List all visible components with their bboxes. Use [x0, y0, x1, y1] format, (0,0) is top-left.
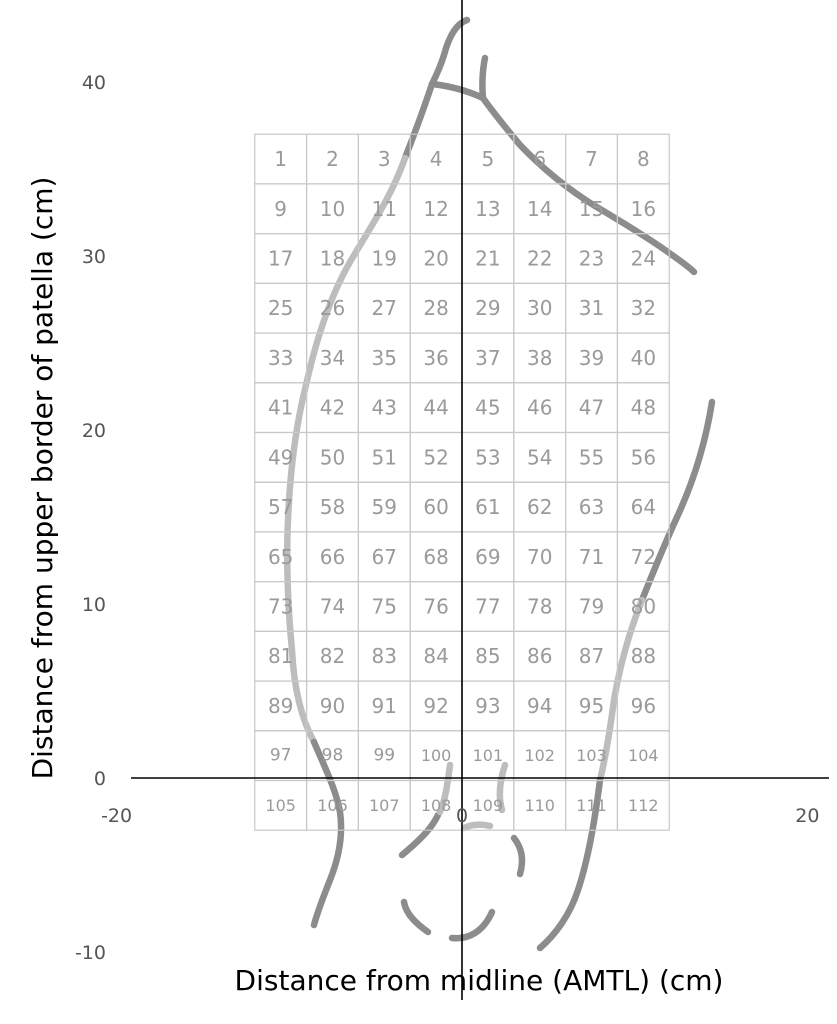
grid-cell-number: 56	[630, 445, 657, 470]
grid-cell-number: 9	[274, 196, 288, 221]
y-tick-label: 40	[81, 72, 106, 94]
grid-cell-number: 27	[371, 296, 398, 321]
patella-outline-right	[514, 838, 522, 874]
grid-cell-number: 112	[628, 795, 659, 815]
grid-cell-number: 84	[423, 644, 449, 669]
grid-cell-number: 83	[371, 644, 398, 669]
grid-cell-number: 36	[423, 345, 449, 370]
grid-cell-number: 105	[265, 795, 296, 815]
grid-cell-number: 77	[475, 594, 501, 619]
grid-cell-number: 41	[267, 395, 294, 420]
grid-cell-number: 6	[533, 147, 547, 172]
grid-cell-number: 76	[423, 594, 449, 619]
grid-cell-number: 102	[524, 746, 555, 766]
grid-cell-number: 26	[319, 296, 346, 321]
x-axis-title: Distance from midline (AMTL) (cm)	[234, 964, 724, 997]
grid-cell-number: 110	[524, 795, 555, 815]
patella-outline-bottom	[452, 912, 492, 938]
grid-cell-number: 46	[526, 395, 553, 420]
grid-cell-number: 43	[371, 395, 398, 420]
grid-cell-number: 40	[630, 345, 657, 370]
thigh-lateral-upper-outline	[405, 84, 432, 158]
grid-cell-number: 60	[423, 495, 449, 520]
grid-cell-number: 49	[267, 445, 294, 470]
grid-cell-number: 75	[371, 594, 398, 619]
grid-cell-number: 88	[630, 644, 657, 669]
y-tick-label: 20	[81, 420, 106, 442]
grid-cell-number: 74	[319, 594, 346, 619]
grid-cell-number: 19	[371, 246, 398, 271]
grid-cell-number: 90	[319, 693, 346, 718]
grid-cell-number: 13	[475, 196, 501, 221]
grid-cell-number: 99	[373, 745, 396, 766]
x-tick-label: 0	[455, 805, 469, 827]
patella-outline-left	[402, 815, 438, 855]
grid-cell-number: 92	[423, 693, 449, 718]
y-tick-label: -10	[74, 942, 106, 964]
grid-cell-number: 106	[317, 795, 348, 815]
grid-cell-number: 47	[578, 395, 605, 420]
grid-cell-number: 37	[475, 345, 501, 370]
grid-cell-number: 66	[319, 544, 346, 569]
grid-cell-number: 71	[578, 544, 605, 569]
grid-cell-number: 87	[578, 644, 605, 669]
grid-cell-number: 22	[526, 246, 553, 271]
grid-cell-number: 23	[578, 246, 605, 271]
grid-cell-number: 17	[267, 246, 294, 271]
grid-cell-number: 50	[319, 445, 346, 470]
grid-cell-number: 68	[423, 544, 449, 569]
grid-cell-number: 33	[267, 345, 294, 370]
grid-cell-number: 42	[319, 395, 346, 420]
grid-cell-number: 94	[526, 693, 553, 718]
grid-cell-number: 38	[526, 345, 553, 370]
grid-cell-number: 95	[578, 693, 605, 718]
grid-cell-number: 1	[274, 147, 288, 172]
grid-cell-number: 16	[630, 196, 657, 221]
grid-cell-number: 79	[578, 594, 605, 619]
grid-cell-number: 67	[371, 544, 398, 569]
grid-cell-number: 10	[319, 196, 346, 221]
grid-cell-number: 72	[630, 544, 657, 569]
grid-cell-number: 69	[475, 544, 501, 569]
grid-cell-number: 63	[578, 495, 605, 520]
grid-cell-number: 31	[578, 296, 605, 321]
grid-cell-number: 96	[630, 693, 657, 718]
grid-cell-number: 21	[475, 246, 501, 271]
grid-cell-number: 32	[630, 296, 657, 321]
grid-cell-number: 89	[267, 693, 294, 718]
y-tick-label: 30	[81, 246, 106, 268]
x-tick-label: 20	[795, 805, 820, 827]
grid-cell-number: 93	[475, 693, 501, 718]
grid-cell-number: 3	[377, 147, 391, 172]
grid-cell-number: 53	[475, 445, 501, 470]
grid-cell-number: 51	[371, 445, 398, 470]
grid-cell-number: 104	[628, 746, 659, 766]
grid-cell-number: 91	[371, 693, 398, 718]
grid-cell-number: 80	[630, 594, 657, 619]
grid-cell-number: 58	[319, 495, 346, 520]
knee-medial-outline	[314, 742, 341, 925]
grid-cell-number: 30	[526, 296, 553, 321]
grid-cell-number: 65	[267, 544, 294, 569]
grid-cell-number: 108	[420, 795, 452, 815]
grid-cell-number: 25	[267, 296, 294, 321]
grid-cell-number: 81	[267, 644, 294, 669]
grid-cell-number: 73	[267, 594, 294, 619]
grid-cell-number: 11	[371, 196, 398, 221]
grid-cell-number: 85	[475, 644, 501, 669]
grid-cell-number: 44	[423, 395, 449, 420]
grid-cell-number: 109	[472, 795, 504, 815]
grid-cell-number: 97	[269, 745, 292, 766]
grid-cell-number: 101	[472, 746, 504, 766]
grid-cell-number: 18	[319, 246, 346, 271]
grid-cell-number: 5	[481, 147, 495, 172]
x-tick-label: -20	[101, 805, 133, 827]
grid-cell-number: 39	[578, 345, 605, 370]
grid-cell-number: 24	[630, 246, 657, 271]
grid-cell-number: 100	[420, 746, 452, 766]
grid-cell-number: 14	[526, 196, 553, 221]
grid-cell-number: 8	[636, 147, 650, 172]
patella-outline-lowerleft	[404, 902, 428, 932]
grid-cell-number: 15	[578, 196, 605, 221]
grid-cell-number: 86	[526, 644, 553, 669]
hip-tip-outline	[482, 58, 485, 98]
grid-cell-number: 62	[526, 495, 553, 520]
y-tick-label: 10	[81, 594, 106, 616]
grid-cell-number: 54	[526, 445, 553, 470]
grid-cell-number: 111	[576, 795, 607, 815]
grid-cell-number: 4	[429, 147, 443, 172]
grid-cell-number: 52	[423, 445, 449, 470]
grid-cell-number: 64	[630, 495, 657, 520]
grid-cell-number: 78	[526, 594, 553, 619]
grid-cell-number: 48	[630, 395, 657, 420]
grid-cell-number: 107	[369, 795, 400, 815]
grid-cell-number: 82	[319, 644, 346, 669]
grid-cell-number: 2	[326, 147, 339, 172]
grid-cell-number: 29	[475, 296, 501, 321]
grid-cell-number: 7	[585, 147, 598, 172]
grid-cell-number: 12	[423, 196, 449, 221]
grid-cell-number: 103	[576, 746, 607, 766]
grid-cell-number: 28	[423, 296, 449, 321]
grid-cell-number: 98	[321, 745, 344, 766]
y-tick-label: 0	[93, 768, 106, 790]
grid-cell-number: 20	[423, 246, 449, 271]
hip-crease-outline	[432, 84, 483, 98]
grid-cell-number: 55	[578, 445, 605, 470]
grid-cell-number: 61	[475, 495, 501, 520]
grid-cell-number: 34	[319, 345, 346, 370]
grid-cell-number: 70	[526, 544, 553, 569]
grid-cell-number: 57	[267, 495, 294, 520]
grid-cell-number: 35	[371, 345, 398, 370]
grid-cell-number: 45	[475, 395, 501, 420]
grid-cell-number: 59	[371, 495, 398, 520]
y-axis-title: Distance from upper border of patella (cm)	[26, 176, 59, 780]
